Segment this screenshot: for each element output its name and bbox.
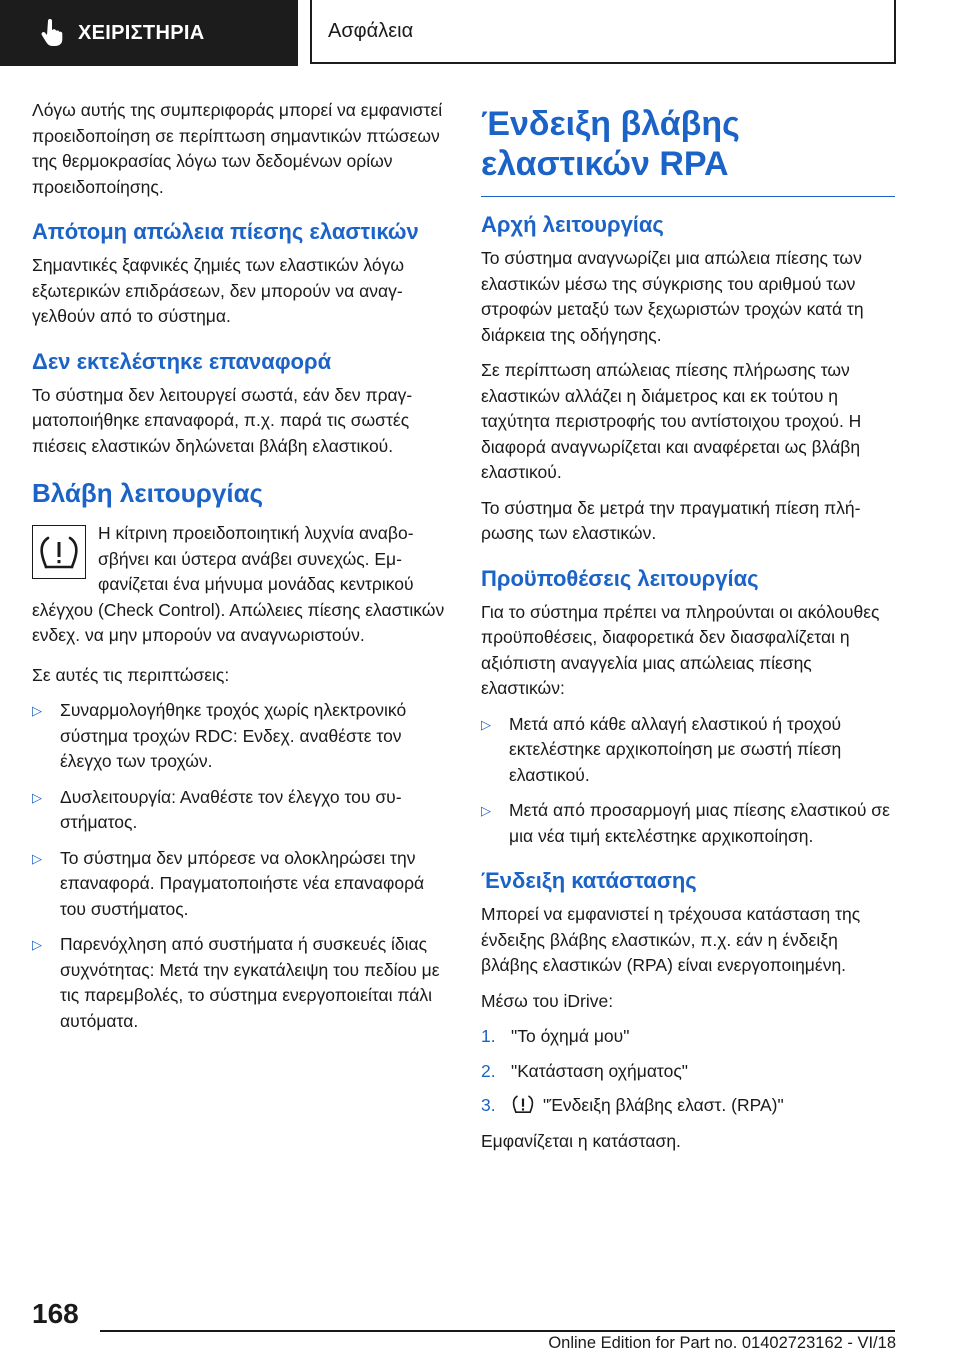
sudden-loss-text: Σημαντικές ξαφνικές ζημιές των ελαστικών λόγω εξωτερικών επιδράσεων, δεν μπορούν να αναγγελθούν από το σύστημα. <box>32 255 405 326</box>
list-item: ▷ Μετά από κάθε αλλαγή ελαστικού ή τροχού εκτελέστηκε αρχικοποίηση με σωστή πίεση ελαστικού. <box>481 713 842 785</box>
result-text: Εμφανίζεται η κατάσταση. <box>481 1130 681 1151</box>
tire-pressure-warning-icon <box>32 525 86 579</box>
list-item: ▷ Το σύστημα δεν μπόρεσε να ολοκληρώσει την επαναφορά. Πραγματοποιήστε νέα επαναφορά του συστήματος. <box>32 847 425 919</box>
triangle-bullet-icon: ▷ <box>481 803 491 818</box>
list-item: ▷ Μετά από προσαρμογή μιας πίεσης ελαστικού σε μια νέα τιμή εκτελέστηκε αρχικοποίηση. <box>481 800 890 846</box>
list-item: ▷ Δυσλειτουργία: Αναθέστε τον έλεγχο του συστήματος. <box>32 786 402 832</box>
section-title: Ασφάλεια <box>328 19 414 42</box>
cases-list <box>32 698 448 1034</box>
prerequisites-list <box>481 712 895 850</box>
triangle-bullet-icon: ▷ <box>32 789 42 805</box>
principle-text-1: Το σύστημα αναγνωρίζει μια απώλεια πίεσης των ελαστικών μέσω της σύγκρισης του αριθμού των στροφών μεταξύ των ξεχωριστών τροχών κατά τη διάρκεια της οδήγησης. <box>481 248 864 345</box>
list-item: 3. "Ένδειξη βλάβης ελαστ. (RPA)" <box>481 1095 784 1115</box>
sudden-loss-heading: Απότομη απώλεια πίεσης ελαστικών <box>32 219 419 244</box>
triangle-bullet-icon: ▷ <box>32 703 42 718</box>
footer-divider <box>100 1330 895 1332</box>
list-item: 2. "Κατάσταση οχήματος" <box>481 1060 688 1081</box>
section-header <box>310 0 896 64</box>
triangle-bullet-icon: ▷ <box>32 937 42 952</box>
left-column <box>32 98 448 1044</box>
no-reset-heading: Δεν εκτελέστηκε επαναφορά <box>32 348 332 374</box>
steps-list <box>481 1024 895 1119</box>
idrive-intro: Μέσω του iDrive: <box>481 990 614 1011</box>
malfunction-text: Η κίτρινη προειδοποιητική λυχνία αναβοσβήνει και ύστερα ανάβει συνεχώς. Εμφανίζεται ένα μήνυμα μονάδας κεντρικού ελέγχου (Check Control). Απώλειες πίεσης ελαστικών ενδεχ. να μην μπορούν να αναγνωριστούν. <box>32 523 445 645</box>
no-reset-text: Το σύστημα δεν λειτουργεί σωστά, εάν δεν πραγματοποιήθηκε επαναφορά, π.χ. παρά τις σωστές πιέσεις ελαστικών δηλώνεται βλάβη ελαστικού. <box>32 384 413 456</box>
status-text: Μπορεί να εμφανιστεί η τρέχουσα κατάσταση της ένδειξης βλάβης ελαστικών, π.χ. εάν η ένδειξη βλάβης ελαστικών (RPA) είναι ενεργοποιημένη. <box>481 904 861 975</box>
chapter-tab[interactable] <box>0 0 298 66</box>
cases-intro: Σε αυτές τις περιπτώσεις: <box>32 664 230 685</box>
chapter-label: ΧΕΙΡΙΣΤΗΡΙΑ <box>78 21 205 44</box>
main-title: Ένδειξη βλάβης ελαστικών RPA <box>481 104 895 197</box>
status-heading: Ένδειξη κατάστασης <box>481 868 697 893</box>
malfunction-heading: Βλάβη λειτουργίας <box>32 478 264 508</box>
list-item: ▷ Συναρμολογήθηκε τροχός χωρίς ηλεκτρονικό σύστημα τροχών RDC: Ενδεχ. αναθέστε τον έλεγχο των τροχών. <box>32 700 407 771</box>
page-number: 168 <box>32 1298 79 1329</box>
right-column <box>481 104 895 1164</box>
principle-heading: Αρχή λειτουργίας <box>481 212 664 237</box>
prerequisites-text: Για το σύστημα πρέπει να πληρούνται οι ακόλουθες προϋποθέσεις, διαφορετικά δεν διασφαλίζεται η αξιόπιστη αναγγελία μιας απώλειας πίεσης ελαστικών: <box>481 601 880 698</box>
prerequisites-heading: Προϋποθέσεις λειτουργίας <box>481 565 759 591</box>
principle-text-2: Σε περίπτωση απώλειας πίεσης πλήρωσης των ελαστικών αλλάζει η διάμετρος και εκ τούτου η ταχύτητα περιστροφής του αντίστοιχου τροχού. Η διαφορά αναγνωρίζεται και αναφέρεται ως βλάβη ελαστικού. <box>481 360 862 482</box>
list-item: ▷ Παρενόχληση από συστήματα ή συσκευές ίδιας συχνότητας: Μετά την εγκατάλειψη του πεδίου με τις παρεμβολές, το σύστημα ενεργοποιείται πάλι αυτόματα. <box>32 934 440 1031</box>
principle-text-3: Το σύστημα δε μετρά την πραγματική πίεση πλήρωσης των ελαστικών. <box>481 497 861 543</box>
hand-pointer-icon <box>40 19 64 47</box>
list-item: 1. "Το όχημά μου" <box>481 1026 630 1046</box>
intro-paragraph: Λόγω αυτής της συμπεριφοράς μπορεί να εμφανιστεί προειδοποίηση σε περίπτωση σημαντικών πτώσεων της θερμοκρασίας λόγω των δεδομένων ορίων προειδοποίησης. <box>32 100 443 197</box>
malfunction-block <box>32 521 448 649</box>
triangle-bullet-icon: ▷ <box>32 850 42 866</box>
edition-text: Online Edition for Part no. 01402723162 - VI/18 <box>548 1334 896 1352</box>
tire-pressure-icon <box>511 1093 535 1115</box>
page-header <box>0 0 960 66</box>
triangle-bullet-icon: ▷ <box>481 716 491 732</box>
